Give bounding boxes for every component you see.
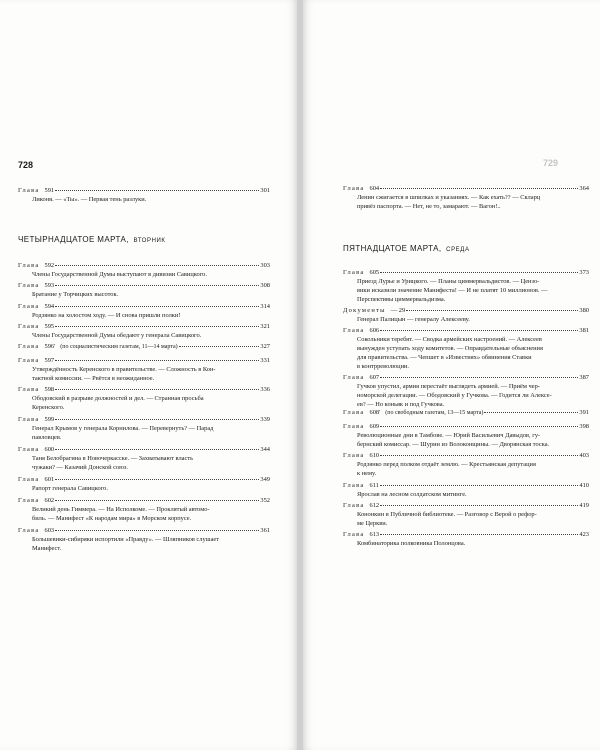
entry-number: 596' [44, 343, 56, 350]
leader-dots [55, 479, 259, 480]
entry-page: 331 [260, 357, 270, 364]
leader-dots [55, 285, 259, 286]
left-page [0, 0, 297, 750]
entry-number: 598 [44, 386, 55, 393]
toc-entry [343, 326, 589, 371]
entry-page: 303 [260, 262, 270, 269]
toc-entry [18, 322, 270, 340]
entry-page: 361 [260, 527, 270, 534]
entry-number: 604 [369, 185, 380, 192]
entry-description: Члены Государственной Думы выступают в дивизии Савицкого. [32, 271, 207, 278]
entry-description: Комбинаторика полковника Полонцова. [357, 540, 466, 547]
entry-label: Глава [18, 282, 40, 289]
leader-dots [380, 455, 578, 456]
toc-entry [343, 422, 589, 449]
entry-number: 613 [369, 531, 380, 538]
entry-page: 327 [260, 343, 270, 350]
entry-label: Глава [18, 527, 40, 534]
entry-number: 601 [44, 476, 55, 483]
entry-label: Глава [18, 323, 40, 330]
entry-description: Генерал Палицын — генералу Алексееву. [357, 316, 470, 323]
leader-dots [55, 389, 259, 390]
entry-page: 403 [579, 452, 589, 459]
page-number: 728 [18, 160, 34, 170]
section-title [343, 244, 470, 253]
toc-entry [18, 445, 270, 472]
entry-description: Кононкин в Публичной библиотеке. — Разговор с Верой о рефор- ме Церкви. [357, 511, 537, 527]
entry-page: 373 [579, 269, 589, 276]
entry-number: 591 [44, 187, 55, 194]
toc-entry [18, 186, 270, 204]
leader-dots [380, 377, 578, 378]
toc-entry [18, 261, 270, 279]
entry-label: Глава [18, 187, 40, 194]
entry-page: 381 [579, 327, 589, 334]
entry-number: 609 [369, 423, 380, 430]
toc-entry [343, 268, 589, 304]
entry-number: 600 [44, 446, 55, 453]
entry-description: Ободовский в разрыве должностей и дел. — Странная просьба Керенского. [32, 395, 204, 411]
leader-dots [55, 449, 259, 450]
toc-entry [343, 530, 589, 548]
entry-page: 419 [579, 502, 589, 509]
leader-dots [55, 419, 259, 420]
toc-entry [18, 356, 270, 383]
entry-number: 602 [44, 497, 55, 504]
entry-label: Глава [343, 452, 365, 459]
entry-label: Глава [18, 446, 40, 453]
page-number: 729 [543, 158, 559, 168]
entry-page: 344 [260, 446, 270, 453]
toc-entry [18, 496, 270, 523]
entry-page: 321 [260, 323, 270, 330]
section-title [18, 235, 166, 244]
entry-page: 352 [260, 497, 270, 504]
entry-number: 595 [44, 323, 55, 330]
leader-dots [55, 306, 259, 307]
entry-page: 336 [260, 386, 270, 393]
entry-description: Сокольники теребят. — Сводка армейских настроений. — Алексеев вынужден уступать ходу комитетов. — Оправдательные объяснения для правительства. — Чепшет в «Известиях» обвинения Ставки в контрреволюции. [357, 336, 543, 370]
leader-dots [55, 530, 259, 531]
entry-description: Ликоня. — «Ты». — Первая тень разлуки. [32, 196, 147, 203]
toc-entry [18, 342, 270, 352]
entry-page: 349 [260, 476, 270, 483]
toc-entry [343, 408, 589, 418]
entry-description: Члены Государственной Думы обедают у генерала Савицкого. [32, 332, 202, 339]
entry-number: 592 [44, 262, 55, 269]
entry-page: 423 [579, 531, 589, 538]
entry-number: — 29 [390, 307, 406, 314]
right-page [303, 0, 600, 750]
entry-note: (по социалистическим газетам, 11—14 марта) [60, 344, 178, 350]
leader-dots [484, 412, 578, 413]
leader-dots [380, 188, 578, 189]
leader-dots [380, 330, 578, 331]
entry-number: 599 [44, 416, 55, 423]
toc-entry [343, 306, 589, 324]
entry-number: 608' [369, 409, 381, 416]
entry-description: Ленин сжигается в шпилках и указаниях. — Как ехать?? — Скларц привёз паспорта. — Нет, не то, замарают. — Вагон!.. [357, 194, 541, 210]
entry-description: Утверждённость Керенского в правительстве. — Сложность в Кон- тактной комиссии. — Рвётся в неожиданное. [32, 366, 216, 382]
entry-number: 603 [44, 527, 55, 534]
entry-label: Глава [18, 497, 40, 504]
toc-entry [18, 415, 270, 442]
entry-description: Родзянко перед полком отдаёт землю. — Крестьянская депутация к нему. [357, 461, 536, 477]
entry-page: 387 [579, 374, 589, 381]
entry-description: Гучков упустил, армия перестаёт выглядеть армией. — Приём чер- номорской делегации. — Ободовский у Гучкова. — Годится ли Алексе- ев? — Но коньяк и под Гучкова. [357, 383, 552, 408]
entry-page: 339 [260, 416, 270, 423]
entry-page: 308 [260, 282, 270, 289]
entry-number: 606 [369, 327, 380, 334]
toc-entry [343, 501, 589, 528]
entry-number: 607 [369, 374, 380, 381]
leader-dots [380, 426, 578, 427]
entry-page: 364 [579, 185, 589, 192]
entry-description: Великий день Гиммера. — На Исполкоме. — Проклятый автомо- биль. — Манифест «К народам мира» в Морском корпусе. [32, 506, 210, 522]
section-weekday: ВТОРНИК [133, 238, 166, 244]
leader-dots [55, 265, 259, 266]
entry-description: Генерал Крымов у генерала Корнилова. — Перевернуть? — Парад павловцев. [32, 425, 214, 441]
entry-number: 594 [44, 303, 55, 310]
entry-note: (по свободным газетам, 13—15 марта) [385, 410, 484, 416]
entry-page: 380 [579, 307, 589, 314]
leader-dots [55, 190, 259, 191]
leader-dots [380, 534, 578, 535]
entry-number: 593 [44, 282, 55, 289]
entry-number: 611 [369, 482, 379, 489]
entry-page: 410 [579, 482, 589, 489]
entry-description: Приезд Лурье и Урицкого. — Планы циммервальдистов. — Цензо- вики исказили значение Манифеста! — И не платят 10 миллионов. — Перспективы циммервальдизма. [357, 278, 548, 303]
entry-label: Документы [343, 307, 386, 314]
leader-dots [55, 500, 259, 501]
entry-label: Глава [18, 416, 40, 423]
entry-description: Ярослав на лесном солдатском митинге. [357, 491, 467, 498]
entry-label: Глава [343, 531, 365, 538]
entry-page: 301 [260, 187, 270, 194]
leader-dots [380, 272, 578, 273]
entry-description: Большевики-сибиряки испортили «Правду». — Шляпников слушает Манифест. [32, 536, 220, 552]
entry-description: Таня Белобрагина в Новочеркасске. — Захватывают власть чужаки? — Казачий Донской союз. [32, 455, 194, 471]
entry-number: 597 [44, 357, 55, 364]
entry-label: Глава [18, 343, 40, 350]
entry-page: 314 [260, 303, 270, 310]
toc-entry [18, 385, 270, 412]
leader-dots [55, 360, 259, 361]
leader-dots [179, 346, 259, 347]
entry-label: Глава [18, 303, 40, 310]
leader-dots [406, 310, 578, 311]
toc-entry [343, 184, 589, 211]
section-title-text: ПЯТНАДЦАТОЕ МАРТА, [343, 244, 442, 253]
toc-entry [18, 281, 270, 299]
entry-page: 391 [579, 409, 589, 416]
leader-dots [55, 326, 259, 327]
entry-number: 610 [369, 452, 380, 459]
entry-description: Рапорт генерала Савицкого. [32, 485, 108, 492]
leader-dots [380, 505, 578, 506]
entry-label: Глава [343, 374, 365, 381]
toc-entry [18, 475, 270, 493]
entry-label: Глава [18, 262, 40, 269]
entry-number: 605 [369, 269, 380, 276]
toc-entry [343, 451, 589, 478]
toc-entry [343, 373, 589, 409]
entry-page: 398 [579, 423, 589, 430]
section-title-text: ЧЕТЫРНАДЦАТОЕ МАРТА, [18, 235, 129, 244]
entry-label: Глава [343, 482, 365, 489]
entry-label: Глава [343, 185, 365, 192]
entry-label: Глава [343, 423, 365, 430]
toc-entry [18, 526, 270, 553]
leader-dots [380, 485, 578, 486]
entry-label: Глава [343, 409, 365, 416]
entry-label: Глава [18, 476, 40, 483]
entry-label: Глава [343, 327, 365, 334]
entry-number: 612 [369, 502, 380, 509]
entry-label: Глава [18, 386, 40, 393]
entry-description: Революционные дни в Тамбове. — Юрий Васильевич Давыдов, гу- бернский комиссар. — Шурин из Волоконщины. — Дворянская тоска. [357, 432, 550, 448]
entry-description: Братание у Торчицких высоток. [32, 291, 119, 298]
toc-entry [343, 481, 589, 499]
toc-entry [18, 302, 270, 320]
entry-label: Глава [343, 269, 365, 276]
entry-label: Глава [343, 502, 365, 509]
entry-label: Глава [18, 357, 40, 364]
entry-description: Родзянко на холостом ходу. — И снова пришли полки! [32, 312, 181, 319]
section-weekday: СРЕДА [446, 247, 470, 253]
